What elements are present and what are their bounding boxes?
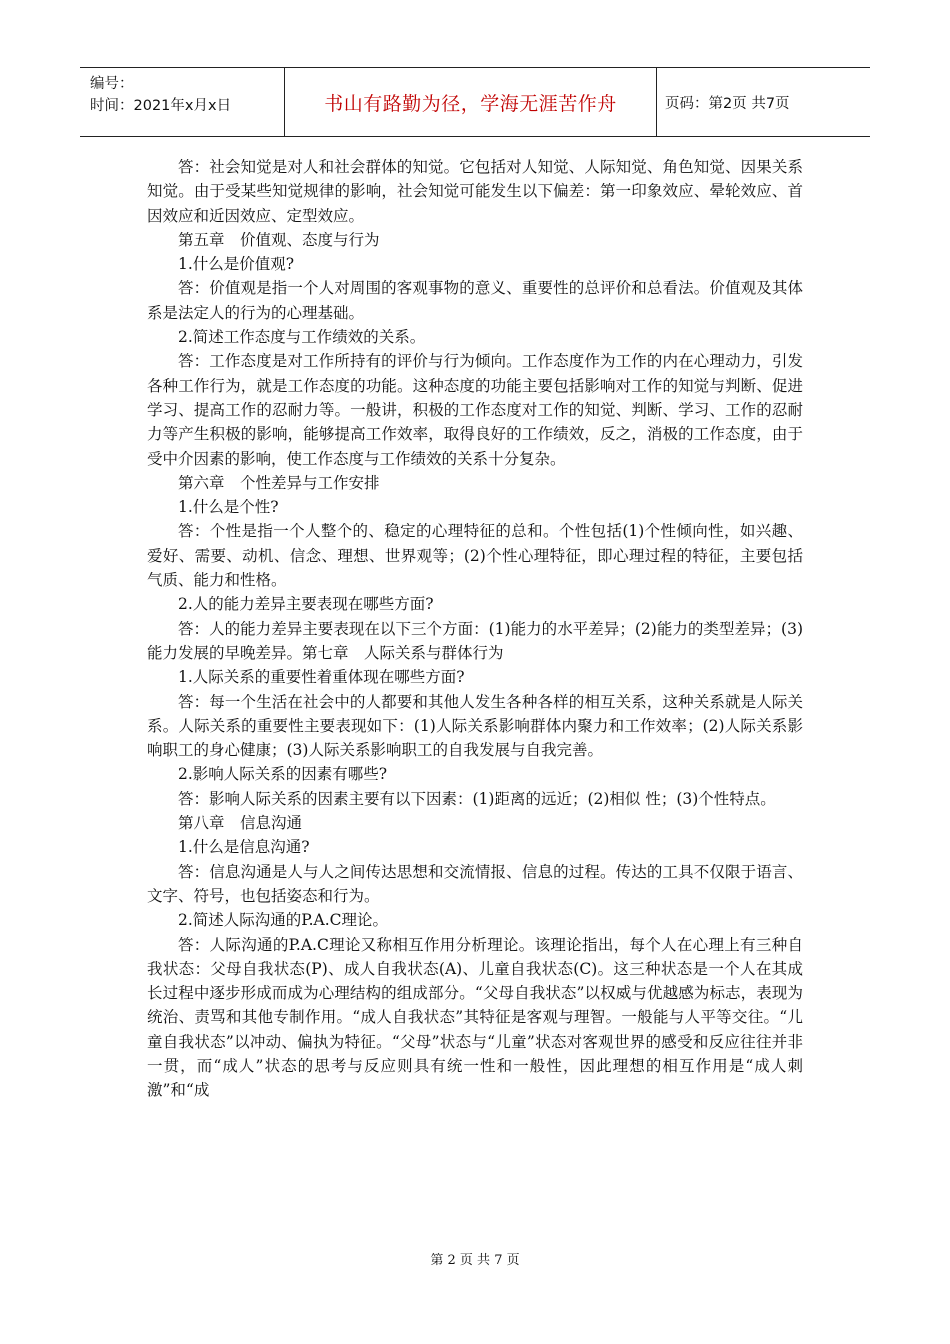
question: 2.影响人际关系的因素有哪些? — [178, 765, 388, 784]
chapter-heading: 第五章 价值观、态度与行为 — [178, 230, 380, 249]
question: 1.什么是价值观? — [178, 255, 295, 274]
chapter-heading: 第六章 个性差异与工作安排 — [178, 473, 380, 492]
paragraph: 答：个性是指一个人整个的、稳定的心理特征的总和。个性包括(1)个性倾向性，如兴趣、爱好、需要、动机、信念、理想、世界观等；(2)个性心理特征，即心理过程的特征，主要包括气质、能力和性格。 — [147, 522, 803, 590]
page-footer: 第 2 页 共 7 页 — [430, 1253, 520, 1268]
page-header — [80, 67, 870, 137]
header-motto: 书山有路勤为径，学海无涯苦作舟 — [285, 68, 657, 136]
header-page-code: 页码：第2页 共7页 — [665, 95, 790, 112]
paragraph: 答：工作态度是对工作所持有的评价与行为倾向。工作态度作为工作的内在心理动力，引发各种工作行为，就是工作态度的功能。这种态度的功能主要包括影响对工作的知觉与判断、促进学习、提高工作的忍耐力等。一般讲，积极的工作态度对工作的知觉、判断、学习、工作的忍耐力等产生积极的影响，能够提高工作效率，取得良好的工作绩效，反之，消极的工作态度，由于受中介因素的影响，使工作态度与工作绩效的关系十分复杂。 — [147, 352, 803, 468]
paragraph: 答：社会知觉是对人和社会群体的知觉。它包括对人知觉、人际知觉、角色知觉、因果关系知觉。由于受某些知觉规律的影响，社会知觉可能发生以下偏差：第一印象效应、晕轮效应、首因效应和近因效应、定型效应。 — [147, 158, 803, 225]
paragraph: 答：价值观是指一个人对周围的客观事物的意义、重要性的总评价和总看法。价值观及其体系是法定人的行为的心理基础。 — [147, 279, 803, 322]
question: 2.简述人际沟通的P.A.C理论。 — [178, 911, 388, 930]
paragraph: 答：信息沟通是人与人之间传达思想和交流情报、信息的过程。传达的工具不仅限于语言、文字、符号，也包括姿态和行为。 — [147, 862, 803, 905]
paragraph: 答：每一个生活在社会中的人都要和其他人发生各种各样的相互关系，这种关系就是人际关系。人际关系的重要性主要表现如下：(1)人际关系影响群体内聚力和工作效率；(2)人际关系影响职工的身心健康；(3)人际关系影响职工的自我发展与自我完善。 — [147, 692, 803, 760]
question: 1.人际关系的重要性着重体现在哪些方面? — [178, 668, 465, 687]
paragraph: 答：影响人际关系的因素主要有以下因素：(1)距离的远近；(2)相似 性；(3)个性特点。 — [178, 789, 776, 808]
question: 2.简述工作态度与工作绩效的关系。 — [178, 328, 426, 347]
question: 1.什么是个性? — [178, 498, 279, 517]
document-body — [147, 155, 803, 1103]
header-info — [80, 68, 285, 136]
time-label: 时间：2021年x月x日 — [90, 98, 232, 114]
question: 2.人的能力差异主要表现在哪些方面? — [178, 595, 434, 614]
number-label: 编号： — [90, 76, 134, 92]
chapter-heading: 第八章 信息沟通 — [178, 814, 303, 833]
paragraph: 答：人的能力差异主要表现在以下三个方面：(1)能力的水平差异；(2)能力的类型差异；(3)能力发展的早晚差异。第七章 人际关系与群体行为 — [147, 619, 803, 662]
paragraph: 答：人际沟通的P.A.C理论又称相互作用分析理论。该理论指出，每个人在心理上有三种自我状态：父母自我状态(P)、成人自我状态(A)、儿童自我状态(C)。这三种状态是一个人在其成长过程中逐步形成而成为心理结构的组成部分。“父母自我状态”以权威与优越感为标志，表现为统治、责骂和其他专制作用。“成人自我状态”其特征是客观与理智。一般能与人平等交往。“儿童自我状态”以冲动、偏执为特征。“父母”状态与“儿童”状态对客观世界的感受和反应往往并非一贯，而“成人”状态的思考与反应则具有统一性和一般性，因此理想的相互作用是“成人刺激”和“成 — [147, 935, 803, 1100]
question: 1.什么是信息沟通? — [178, 838, 310, 857]
